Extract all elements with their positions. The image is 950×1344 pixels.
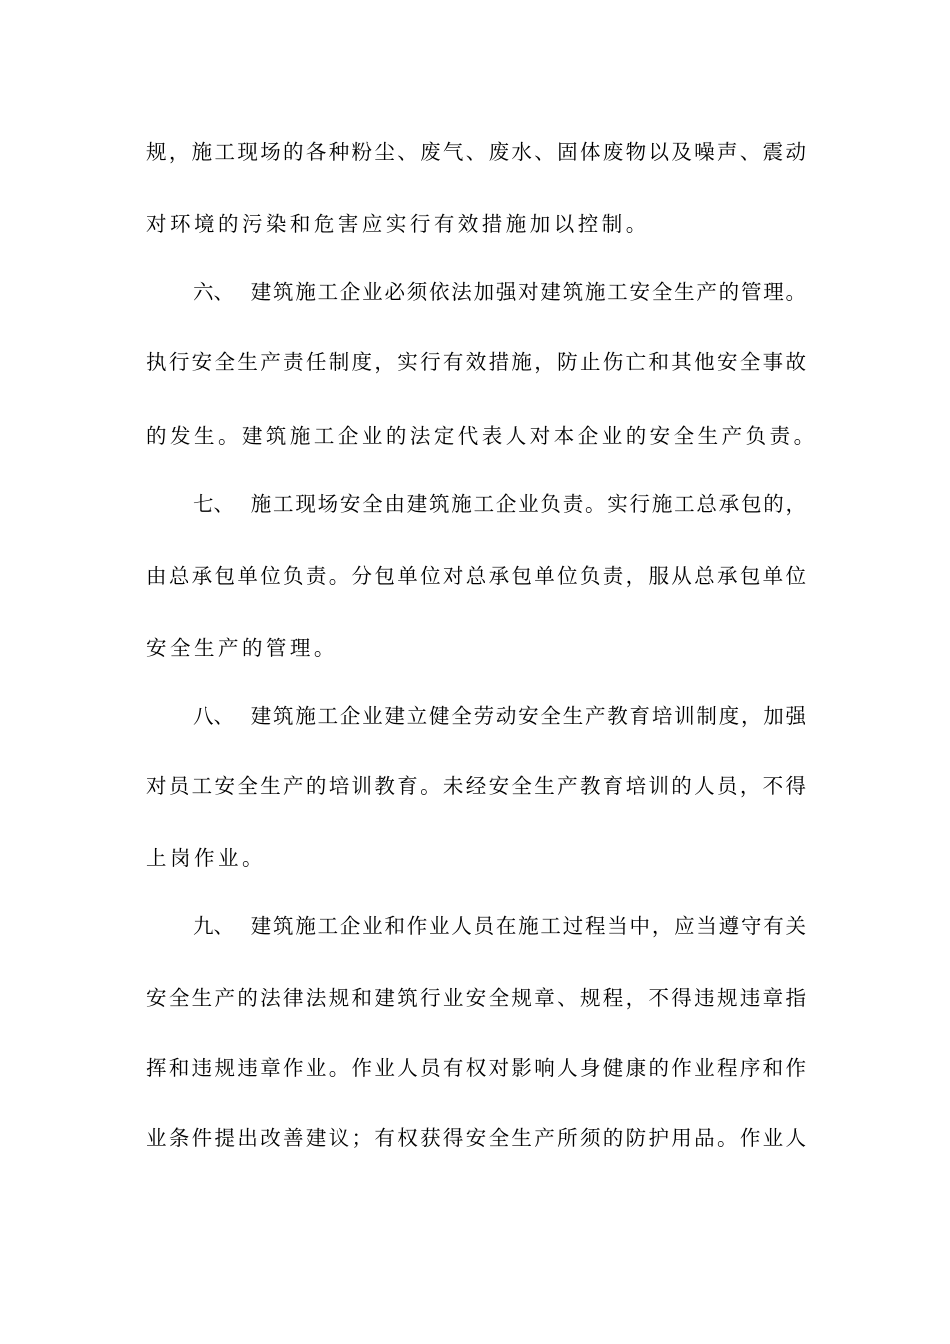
- clause-6-line-1: [193, 276, 806, 308]
- clause-number-8: 八、: [193, 704, 234, 728]
- clause-6-line-2: 执行安全生产责任制度，实行有效措施，防止伤亡和其他安全事故: [146, 350, 806, 374]
- clause-number-7: 七、: [193, 492, 234, 516]
- clause-8-line-3: 上岗作业。: [146, 846, 266, 870]
- clause-6-line-3: 的发生。建筑施工企业的法定代表人对本企业的安全生产负责。: [146, 424, 818, 448]
- clause-9-line-2: 安全生产的法律法规和建筑行业安全规章、规程，不得违规违章指: [146, 986, 806, 1010]
- clause-7-line-3: 安全生产的管理。: [146, 636, 338, 660]
- clause-7-line-1: [193, 488, 806, 520]
- clause-9-line-3: 挥和违规违章作业。作业人员有权对影响人身健康的作业程序和作: [146, 1056, 806, 1080]
- clause-number-9: 九、: [193, 914, 234, 938]
- clause-9-line-4: 业条件提出改善建议；有权获得安全生产所须的防护用品。作业人: [146, 1126, 806, 1150]
- clause-7-text: 施工现场安全由建筑施工企业负责。实行施工总承包的，: [249, 492, 806, 516]
- clause-number-6: 六、: [193, 280, 234, 304]
- text-line-1: 规，施工现场的各种粉尘、废气、废水、固体废物以及噪声、震动: [146, 140, 806, 164]
- clause-8-line-2: 对员工安全生产的培训教育。未经安全生产教育培训的人员，不得: [146, 774, 806, 798]
- text-line-2: 对环境的污染和危害应实行有效措施加以控制。: [146, 212, 650, 236]
- clause-8-line-1: [193, 700, 806, 732]
- clause-8-text: 建筑施工企业建立健全劳动安全生产教育培训制度，加强: [249, 704, 806, 728]
- clause-6-text: 建筑施工企业必须依法加强对建筑施工安全生产的管理。: [249, 280, 806, 304]
- clause-9-line-1: [193, 910, 806, 942]
- clause-9-text: 建筑施工企业和作业人员在施工过程当中，应当遵守有关: [249, 914, 806, 938]
- clause-7-line-2: 由总承包单位负责。分包单位对总承包单位负责，服从总承包单位: [146, 564, 806, 588]
